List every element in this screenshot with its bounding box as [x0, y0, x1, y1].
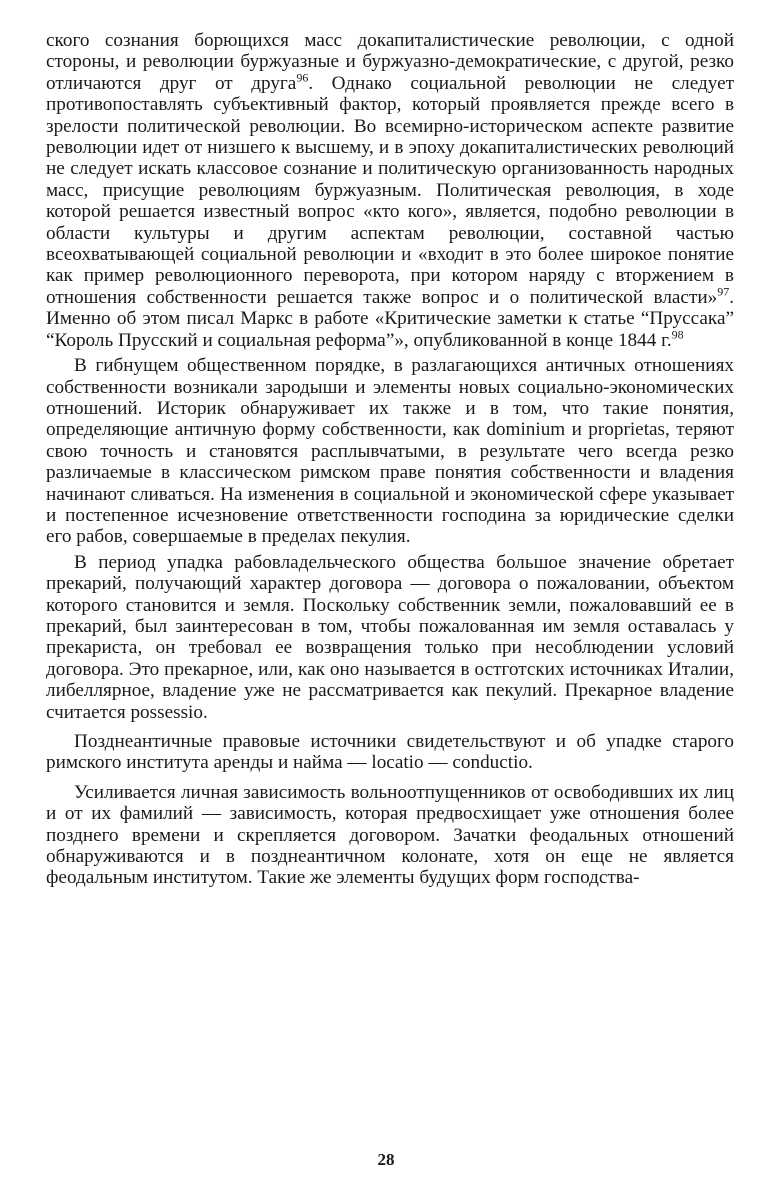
paragraph-4-text: Позднеантичные правовые источники свидетельствуют и об упадке старого римского института аренды и найма — locatio — conductio.: [46, 731, 734, 774]
paragraph-4: [46, 731, 734, 774]
paragraph-1: [46, 30, 734, 351]
paragraph-1-text-b: . Однако социальной революции не следует противопоставлять субъективный фактор, который проявляется прежде всего в зрелости политической революции. Во всемирно-историческом аспекте развитие революции идет от низшего к высшему, и в эпоху докапиталистических революций не следует искать классовое сознание и политическую организованность народных масс, присущие революциям буржуазным. Политическая революция, в ходе которой решается известный вопрос «кто кого», является, подобно революции в области культуры и другим аспектам революции, составной частью всеохватывающей социальной революции и «входит в это более широкое понятие как пример революционного переворота, при котором наряду с вторжением в отношения собственности решается также вопрос и о политической власти»: [46, 72, 734, 308]
paragraph-1-text-c: . Именно об этом писал Маркс в работе «Критические заметки к статье “Пруссака” “Король Прусский и социальная реформа”», опубликованной в конце 1844 г.: [46, 286, 734, 351]
page-number: 28: [377, 1150, 395, 1169]
paragraph-1-text-a: ского сознания борющихся масс докапиталистические революции, с одной стороны, и революции буржуазные и буржуазно-демократические, с другой, резко отличаются друг от друга: [46, 30, 734, 94]
paragraph-3: [46, 552, 734, 723]
footnote-ref-96[interactable]: 96: [296, 70, 309, 85]
paragraph-2: [46, 355, 734, 548]
paragraph-2-text: В гибнущем общественном порядке, в разлагающихся античных отношениях собственности возникали зародыши и элементы новых социально-экономических отношений. Историк обнаруживает их также и в том, что такие понятия, определяющие античную форму собственности, как dominium и proprietas, теряют свою точность и становятся расплывчатыми, в результате чего всегда резко различаемые в классическом римском праве понятия собственности и владения начинают сливаться. На изменения в социальной и экономической сфере указывает и постепенное исчезновение ответственности господина за юридические сделки его рабов, совершаемые в пределах пекулия.: [46, 355, 734, 548]
page-body: [46, 30, 734, 893]
footnote-ref-97[interactable]: 97: [717, 284, 730, 299]
paragraph-3-text: В период упадка рабовладельческого общества большое значение обретает прекарий, получающий характер договора — договора о пожаловании, объектом которого становится и земля. Поскольку собственник земли, пожаловавший ее в прекарий, был заинтересован в том, чтобы пожалованная им земля оставалась у прекариста, он требовал ее возвращения только при несоблюдении условий договора. Это прекарное, или, как оно называется в остготских источниках Италии, либеллярное, владение уже не рассматривается как пекулий. Прекарное владение считается possessio.: [46, 551, 734, 723]
paragraph-5-text: Усиливается личная зависимость вольноотпущенников от освободивших их лиц и от их фамилий — зависимость, которая предвосхищает уже отношения более позднего времени и скрепляется договором. Зачатки феодальных отношений обнаруживаются и в позднеантичном колонате, хотя он еще не является феодальным институтом. Такие же элементы будущих форм господства-: [46, 781, 734, 889]
footnote-ref-98[interactable]: 98: [671, 327, 684, 342]
paragraph-5: [46, 782, 734, 889]
